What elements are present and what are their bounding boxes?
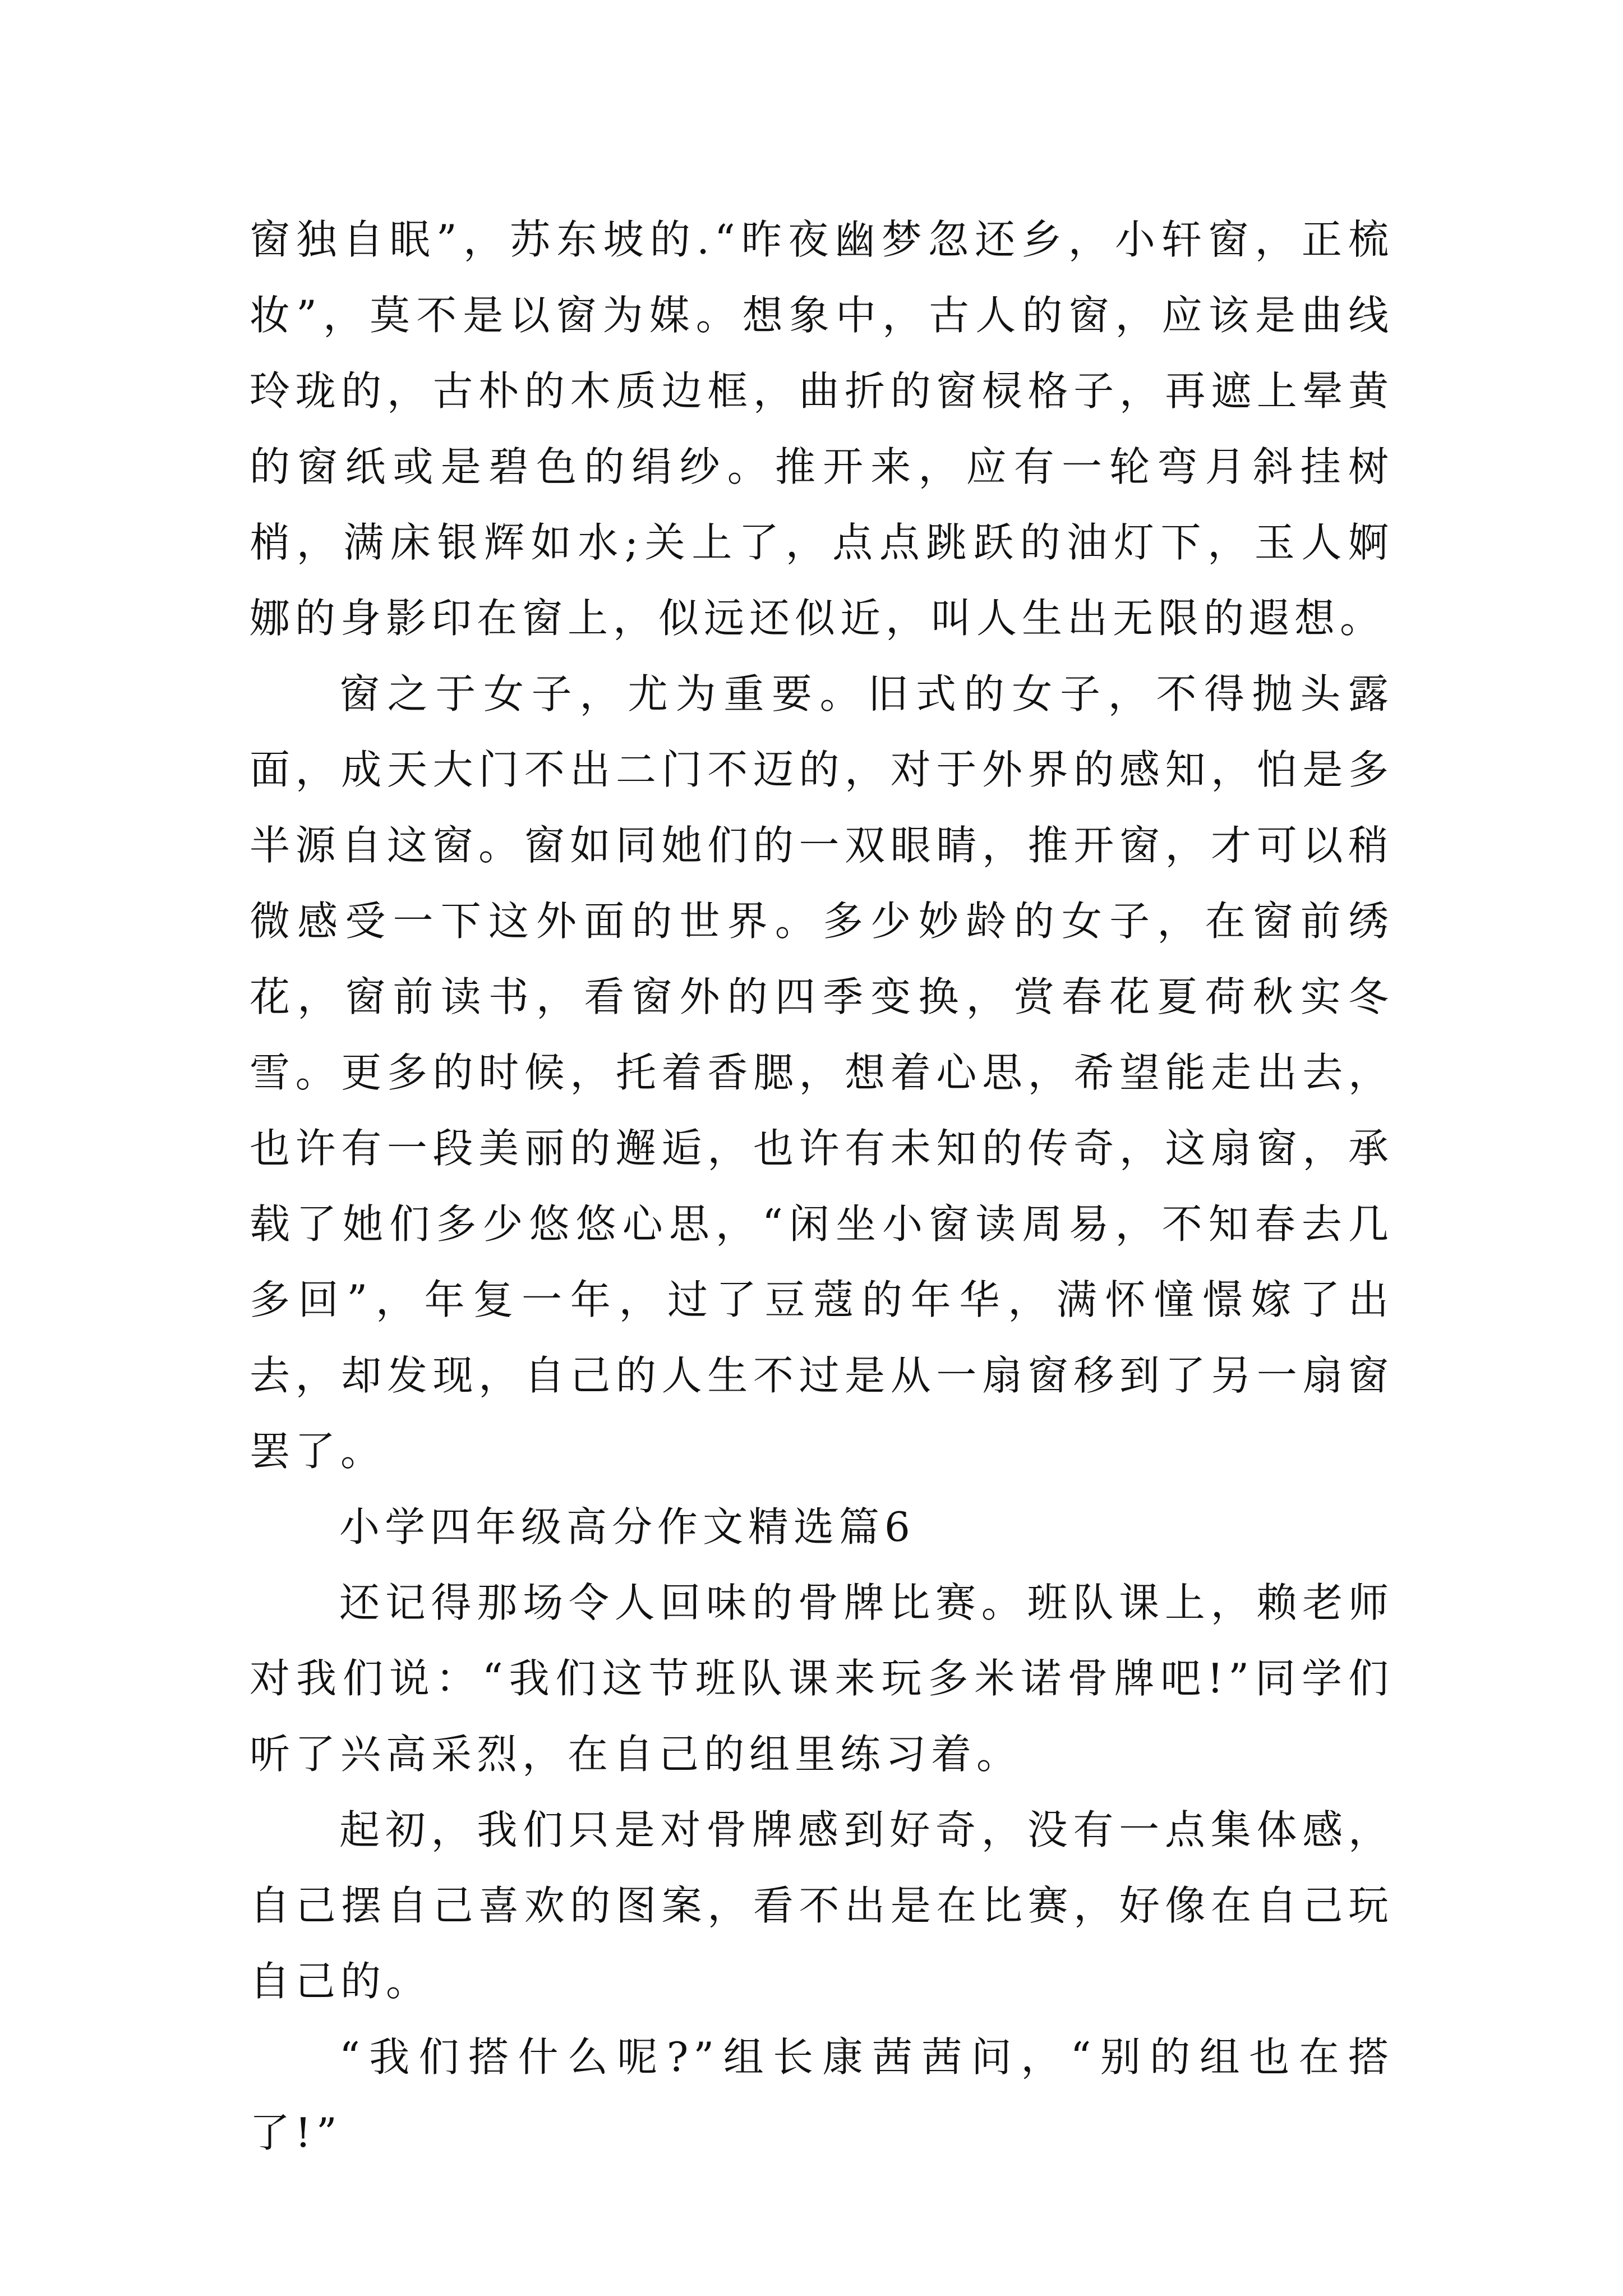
essay-body xyxy=(250,202,1394,2171)
section-heading: 小学四年级高分作文精选篇6 xyxy=(339,1503,915,1550)
paragraph-window-women: 窗之于女子，尤为重要。旧式的女子，不得抛头露面，成天大门不出二门不迈的，对于外界的感知，怕是多半源自这窗。窗如同她们的一双眼睛，推开窗，才可以稍微感受一下这外面的世界。多少妙龄的女子，在窗前绣花，窗前读书，看窗外的四季变换，赏春花夏荷秋实冬雪。更多的时候，托着香腮，想着心思，希望能走出去，也许有一段美丽的邂逅，也许有未知的传奇，这扇窗，承载了她们多少悠悠心思，“闲坐小窗读周易，不知春去几多回”，年复一年，过了豆蔻的年华，满怀憧憬嫁了出去，却发现，自己的人生不过是从一扇窗移到了另一扇窗罢了。 xyxy=(250,670,1394,1475)
paragraph-window-poetry: 窗独自眠”，苏东坡的.“昨夜幽梦忽还乡，小轩窗，正梳妆”，莫不是以窗为媒。想象中，古人的窗，应该是曲线玲珑的，古朴的木质边框，曲折的窗棂格子，再遮上晕黄的窗纸或是碧色的绢纱。推开来，应有一轮弯月斜挂树梢，满床银辉如水;关上了，点点跳跃的油灯下，玉人婀娜的身影印在窗上，似远还似近，叫人生出无限的遐想。 xyxy=(250,216,1394,642)
paragraph-domino-start: 起初，我们只是对骨牌感到好奇，没有一点集体感，自己摆自己喜欢的图案，看不出是在比赛，好像在自己玩自己的。 xyxy=(250,1806,1394,2005)
paragraph-domino-question: “我们搭什么呢?”组长康茜茜问，“别的组也在搭了!” xyxy=(250,2033,1394,2156)
paragraph-domino-intro: 还记得那场令人回味的骨牌比赛。班队课上，赖老师对我们说：“我们这节班队课来玩多米诺骨牌吧!”同学们听了兴高采烈，在自己的组里练习着。 xyxy=(250,1579,1394,1778)
